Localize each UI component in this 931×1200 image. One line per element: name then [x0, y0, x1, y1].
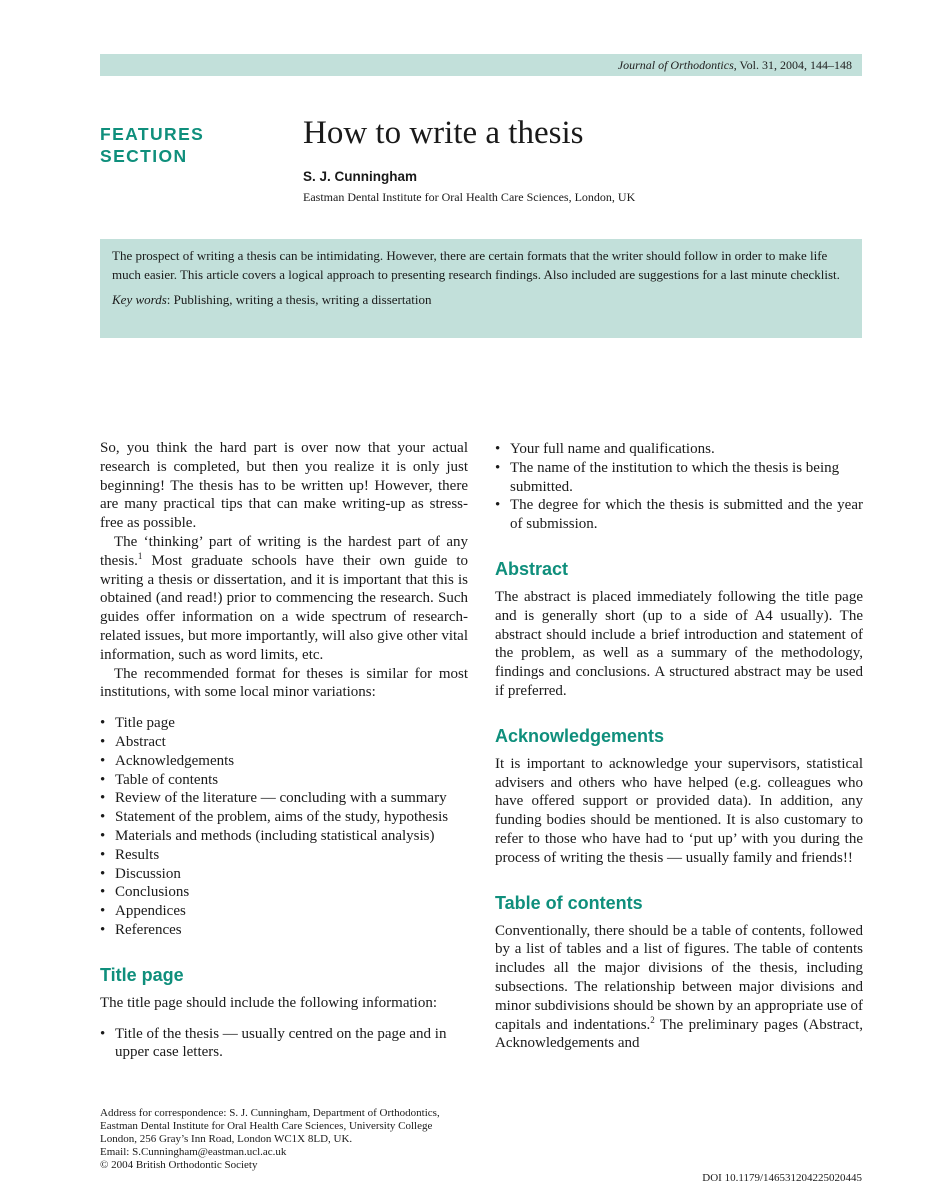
intro-paragraph-3: The recommended format for theses is similar for most institutions, with some local minor variations: — [100, 665, 468, 701]
title-page-paragraph: The title page should include the following information: — [100, 994, 438, 1011]
list-item: • Conclusions — [100, 884, 190, 901]
bullet: • — [495, 497, 501, 514]
bullet: • — [100, 733, 106, 750]
thesis-format-list — [100, 714, 468, 940]
title-page-list-right — [495, 440, 863, 534]
address-line: Eastman Dental Institute for Oral Health Care Sciences, University College — [100, 1120, 433, 1132]
intro-paragraph-1: So, you think the hard part is over now that your actual research is completed, but then you realize it is only just beginning! The thesis has to be written up! However, there are many practical tips that can make writing-up as stress-free as possible. — [100, 440, 468, 532]
reference-1-marker: 1 — [137, 550, 143, 561]
intro-paragraph-2 — [100, 533, 468, 665]
address-line: Address for correspondence: S. J. Cunningham, Department of Orthodontics, — [100, 1107, 440, 1119]
journal-citation: , Vol. 31, 2004, 144–148 — [733, 57, 852, 72]
bullet: • — [100, 790, 106, 807]
article-author: S. J. Cunningham — [303, 169, 418, 184]
bullet: • — [100, 809, 106, 826]
list-item: • Table of contents — [100, 771, 219, 788]
abstract-paragraph: The abstract is placed immediately following the title page and is generally short (up to a side of A4 usually). The abstract should include a brief introduction and statement of the problem, as well as a summary of the methodology, findings and conclusions. A structured abstract may be used if preferred. — [495, 588, 863, 699]
toc-paragraph-part-b: The preliminary pages (Abstract, Acknowledgements and — [495, 1016, 863, 1052]
keywords-label: Key words — [112, 292, 167, 307]
bullet: • — [100, 752, 106, 769]
list-item: • Review of the literature — concluding with a summary — [100, 790, 447, 807]
acknowledgements-paragraph: It is important to acknowledge your supervisors, statistical advisers and others who have helped (e.g. colleagues who have offered support or provided data). In addition, any funding bodies should be mentioned. It is also customary to refer to those who have had to ‘put up’ with you during the process of writing the thesis — usually family and friends!! — [495, 755, 863, 866]
bullet: • — [100, 884, 106, 901]
section-label-line2: SECTION — [100, 146, 188, 166]
copyright-line: © 2004 British Orthodontic Society — [100, 1159, 258, 1171]
bullet: • — [100, 921, 106, 938]
bullet: • — [100, 865, 106, 882]
bullet: • — [100, 846, 106, 863]
list-item: • Your full name and qualifications. — [495, 441, 715, 457]
bullet: • — [100, 903, 106, 920]
section-label — [100, 123, 280, 167]
toc-paragraph-part-a: Conventionally, there should be a table of contents, followed by a list of tables and a list of figures. The table of contents includes all the major divisions of the thesis, including subsections. The relationship between major divisions and minor subdivisions should be shown by an appropriate use of capitals and indentations. — [495, 922, 863, 1033]
abstract-summary-box — [100, 239, 862, 338]
list-item: • The degree for which the thesis is submitted and the year of submission. — [495, 497, 863, 533]
table-of-contents-heading: Table of contents — [495, 892, 643, 913]
list-item: • Acknowledgements — [100, 752, 235, 769]
list-item: • Abstract — [100, 733, 166, 750]
list-item: • Title page — [100, 715, 175, 732]
body-column-right — [495, 440, 863, 1053]
bullet: • — [100, 715, 106, 732]
abstract-summary-text: The prospect of writing a thesis can be intimidating. However, there are certain formats that the writer should follow in order to make life much easier. This article covers a logical approach to presenting research findings. Also included are suggestions for a last minute checklist. — [112, 248, 840, 282]
bullet: • — [495, 441, 501, 457]
reference-2-marker: 2 — [650, 1014, 655, 1025]
bullet: • — [100, 1025, 106, 1042]
list-item: • Materials and methods (including statistical analysis) — [100, 827, 435, 844]
address-line: London, 256 Gray’s Inn Road, London WC1X 8LD, UK. — [100, 1133, 353, 1145]
section-label-line1: FEATURES — [100, 124, 205, 144]
journal-header-bar — [100, 54, 862, 76]
list-item: • The name of the institution to which the thesis is being submitted. — [495, 459, 840, 495]
list-item: • Appendices — [100, 903, 186, 920]
doi: DOI 10.1179/146531204225020445 — [702, 1172, 862, 1184]
intro-paragraph-2-part-a: The ‘thinking’ part of writing is the hardest part of any thesis. — [100, 533, 468, 569]
keywords-text: : Publishing, writing a thesis, writing a dissertation — [166, 292, 432, 307]
title-page-list-left — [100, 1025, 468, 1063]
bullet: • — [100, 827, 106, 844]
title-page-heading: Title page — [100, 964, 184, 985]
body-column-left — [100, 439, 468, 1062]
table-of-contents-paragraph — [495, 922, 863, 1054]
acknowledgements-heading: Acknowledgements — [495, 725, 665, 746]
intro-paragraph-2-part-b: Most graduate schools have their own guide to writing a thesis or dissertation, and it is important that this is obtained (and read!) prior to commencing the research. Such guides offer information on a wide spectrum of research-related issues, but more importantly, will also give other vital information, such as word limits, etc. — [100, 552, 468, 663]
article-title: How to write a thesis — [303, 115, 584, 151]
correspondence-footer — [100, 1107, 500, 1172]
author-affiliation: Eastman Dental Institute for Oral Health Care Sciences, London, UK — [303, 190, 636, 204]
list-item: • Results — [100, 846, 160, 863]
list-item: • Title of the thesis — usually centred on the page and in upper case letters. — [100, 1025, 447, 1061]
list-item: • References — [100, 921, 182, 938]
list-item: • Statement of the problem, aims of the study, hypothesis — [100, 809, 449, 826]
keywords-line — [112, 290, 850, 309]
journal-name: Journal of Orthodontics — [617, 57, 734, 72]
email-line: Email: S.Cunningham@eastman.ucl.ac.uk — [100, 1146, 287, 1158]
bullet: • — [100, 771, 106, 788]
bullet: • — [495, 459, 501, 476]
list-item: • Discussion — [100, 865, 181, 882]
abstract-heading: Abstract — [495, 558, 569, 579]
